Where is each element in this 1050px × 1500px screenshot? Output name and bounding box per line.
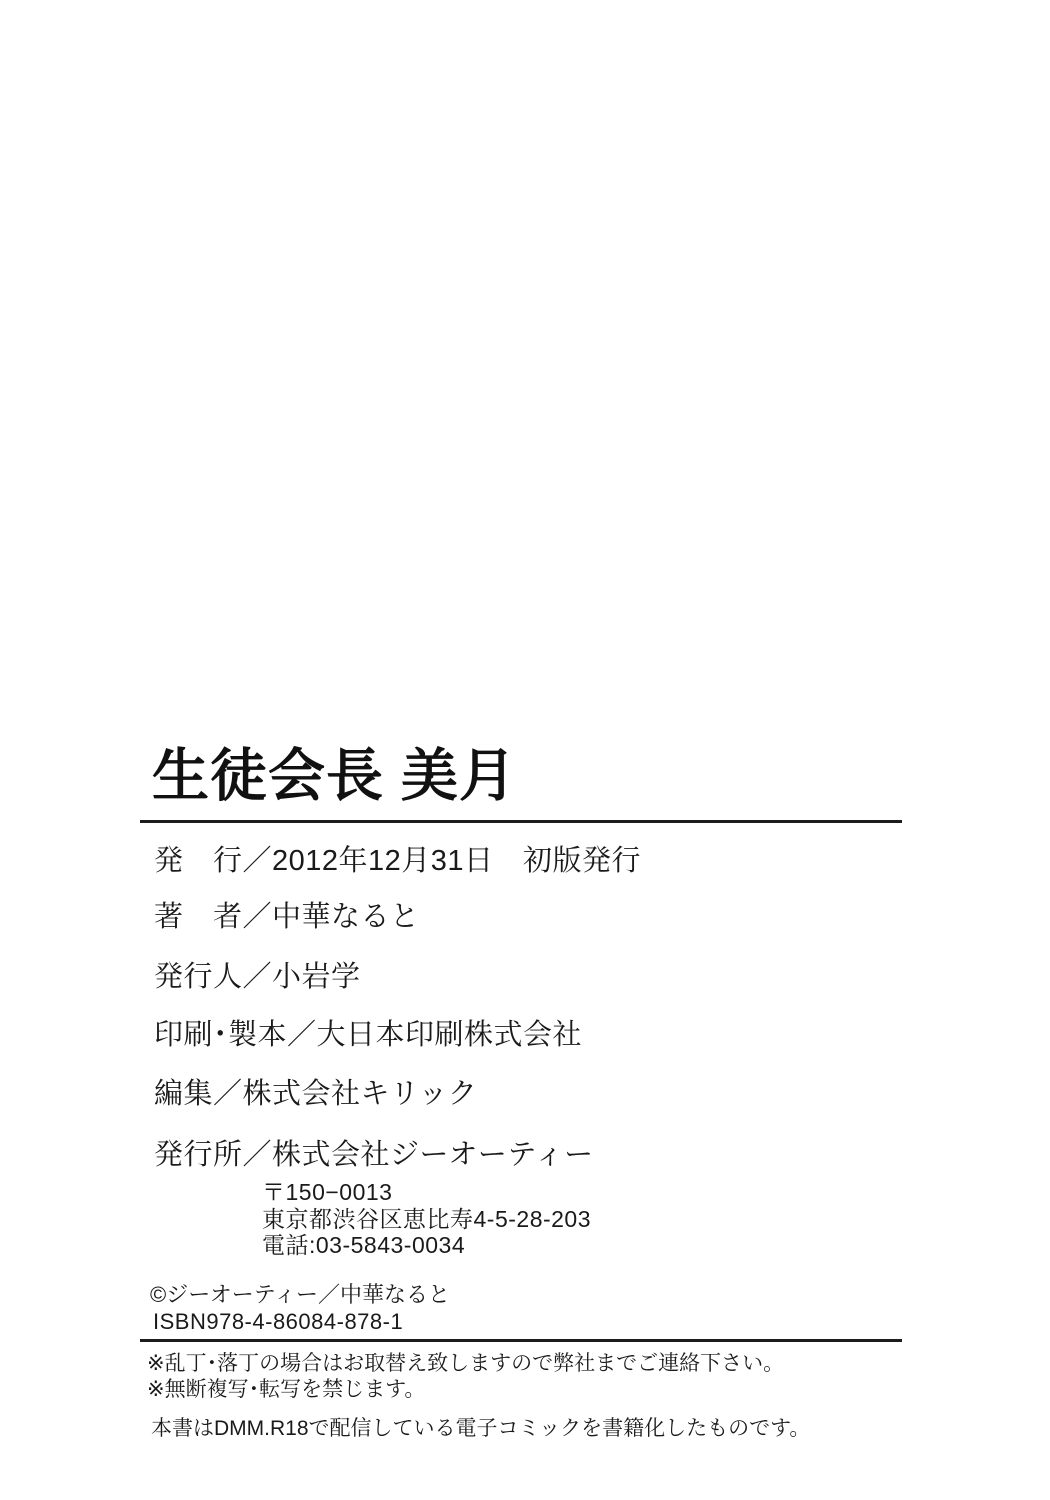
digital-source-note: 本書はDMM.R18で配信している電子コミックを書籍化したものです。 bbox=[151, 1417, 811, 1440]
publisher-line: 発行所／株式会社ジーオーティー bbox=[154, 1139, 594, 1171]
title-divider-rule bbox=[140, 820, 902, 823]
printer-line: 印刷･製本／大日本印刷株式会社 bbox=[154, 1019, 583, 1051]
publication-date-line: 発 行／2012年12月31日 初版発行 bbox=[154, 845, 642, 877]
publisher-address: 東京都渋谷区恵比寿4-5-28-203 bbox=[262, 1206, 592, 1232]
issuer-line: 発行人／小岩学 bbox=[154, 961, 361, 993]
defective-copy-note: ※乱丁･落丁の場合はお取替え致しますので弊社までご連絡下さい。 bbox=[147, 1352, 785, 1375]
no-reproduction-note: ※無断複写･転写を禁じます。 bbox=[147, 1378, 426, 1401]
copyright-notice: ©ジーオーティー／中華なると bbox=[150, 1282, 451, 1307]
isbn-number: ISBN978-4-86084-878-1 bbox=[153, 1309, 404, 1334]
publisher-phone: 電話:03-5843-0034 bbox=[262, 1232, 466, 1258]
author-line: 著 者／中華なると bbox=[154, 901, 420, 933]
publisher-postal-code: 〒150−0013 bbox=[262, 1179, 393, 1205]
isbn-divider-rule bbox=[140, 1339, 902, 1342]
editor-line: 編集／株式会社キリック bbox=[154, 1078, 478, 1110]
book-title: 生徒会長 美月 bbox=[152, 744, 517, 808]
